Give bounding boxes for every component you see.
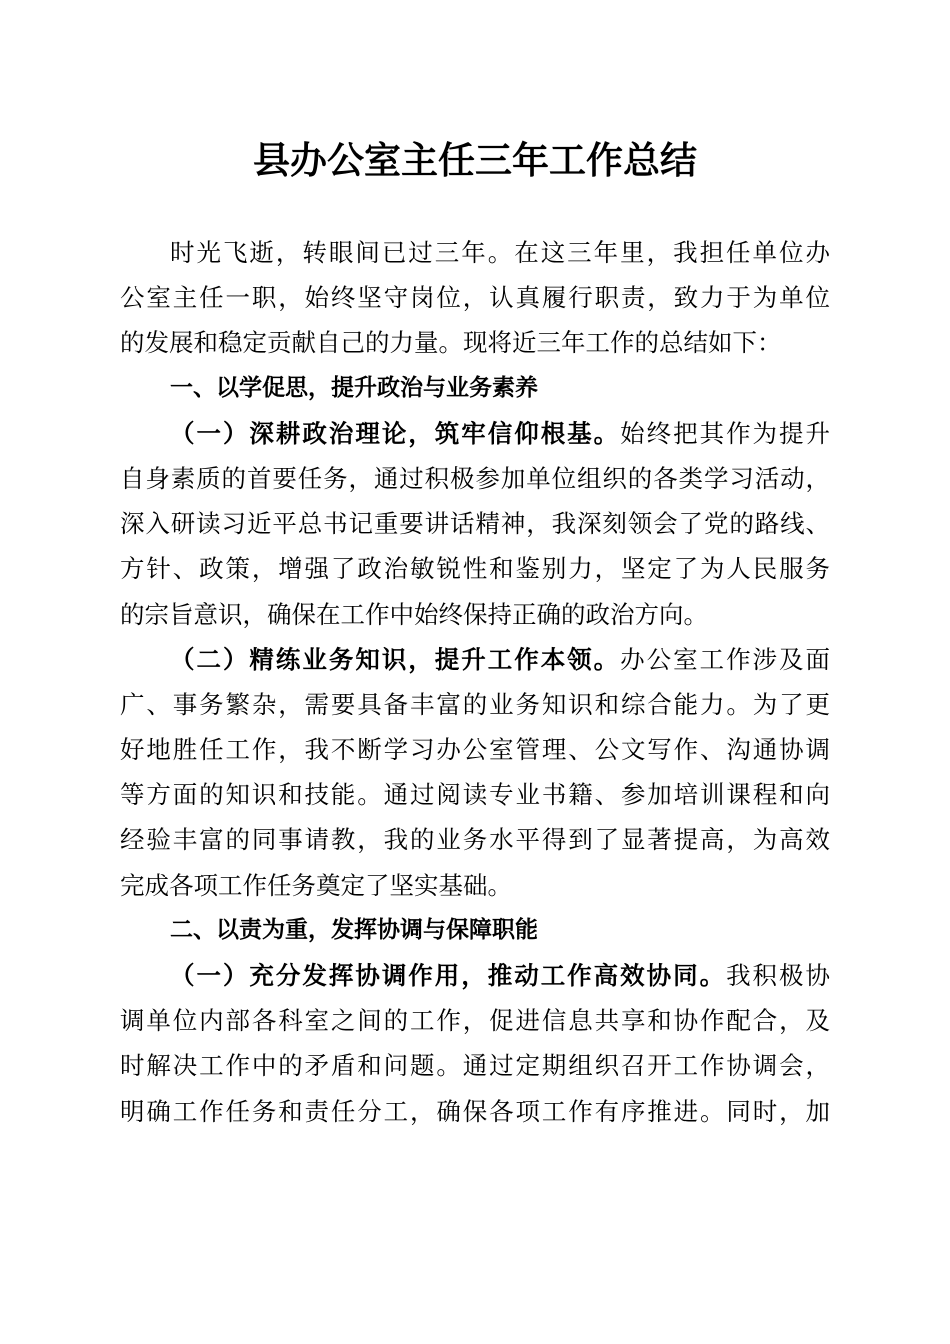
paragraph-line	[120, 411, 830, 456]
section-heading: 一、以学促思，提升政治与业务素养	[170, 374, 538, 401]
document-body	[120, 230, 830, 1134]
paragraph-line: 时解决工作中的矛盾和问题。通过定期组织召开工作协调会，	[120, 1051, 830, 1081]
subsection-title: （一）充分发挥协调作用，推动工作高效协同。	[170, 961, 727, 990]
paragraph-line: 的宗旨意识，确保在工作中始终保持正确的政治方向。	[120, 599, 708, 629]
document-title: 县办公室主任三年工作总结	[253, 138, 697, 182]
paragraph-text: 始终把其作为提升	[620, 418, 830, 448]
paragraph-line: 好地胜任工作，我不断学习办公室管理、公文写作、沟通协调	[120, 735, 830, 765]
paragraph-line: 自身素质的首要任务，通过积极参加单位组织的各类学习活动，	[120, 463, 830, 493]
subsection-title: （一）深耕政治理论，筑牢信仰根基。	[170, 418, 621, 448]
paragraph-line: 调单位内部各科室之间的工作，促进信息共享和协作配合，及	[120, 1006, 830, 1036]
paragraph-line: 明确工作任务和责任分工，确保各项工作有序推进。同时，加	[120, 1096, 830, 1126]
paragraph-line: 方针、政策，增强了政治敏锐性和鉴别力，坚定了为人民服务	[120, 554, 830, 584]
paragraph-line: 完成各项工作任务奠定了坚实基础。	[120, 870, 512, 900]
paragraph-line: 公室主任一职，始终坚守岗位，认真履行职责，致力于为单位	[120, 283, 830, 313]
subsection-title: （二）精练业务知识，提升工作本领。	[170, 644, 621, 674]
paragraph-text: 我积极协	[726, 961, 830, 990]
paragraph-line: 的发展和稳定贡献自己的力量。现将近三年工作的总结如下：	[120, 328, 782, 358]
paragraph-text: 办公室工作涉及面	[620, 644, 830, 674]
paragraph-line	[120, 953, 830, 998]
paragraph-line: 经验丰富的同事请教，我的业务水平得到了显著提高，为高效	[120, 825, 830, 855]
paragraph-line: 等方面的知识和技能。通过阅读专业书籍、参加培训课程和向	[120, 780, 830, 810]
paragraph-line: 深入研读习近平总书记重要讲话精神，我深刻领会了党的路线、	[120, 509, 830, 539]
section-heading: 二、以责为重，发挥协调与保障职能	[170, 916, 538, 943]
paragraph-line: 时光飞逝，转眼间已过三年。在这三年里，我担任单位办	[170, 238, 830, 267]
paragraph-line: 广、事务繁杂，需要具备丰富的业务知识和综合能力。为了更	[120, 689, 830, 719]
paragraph-line	[120, 637, 830, 682]
